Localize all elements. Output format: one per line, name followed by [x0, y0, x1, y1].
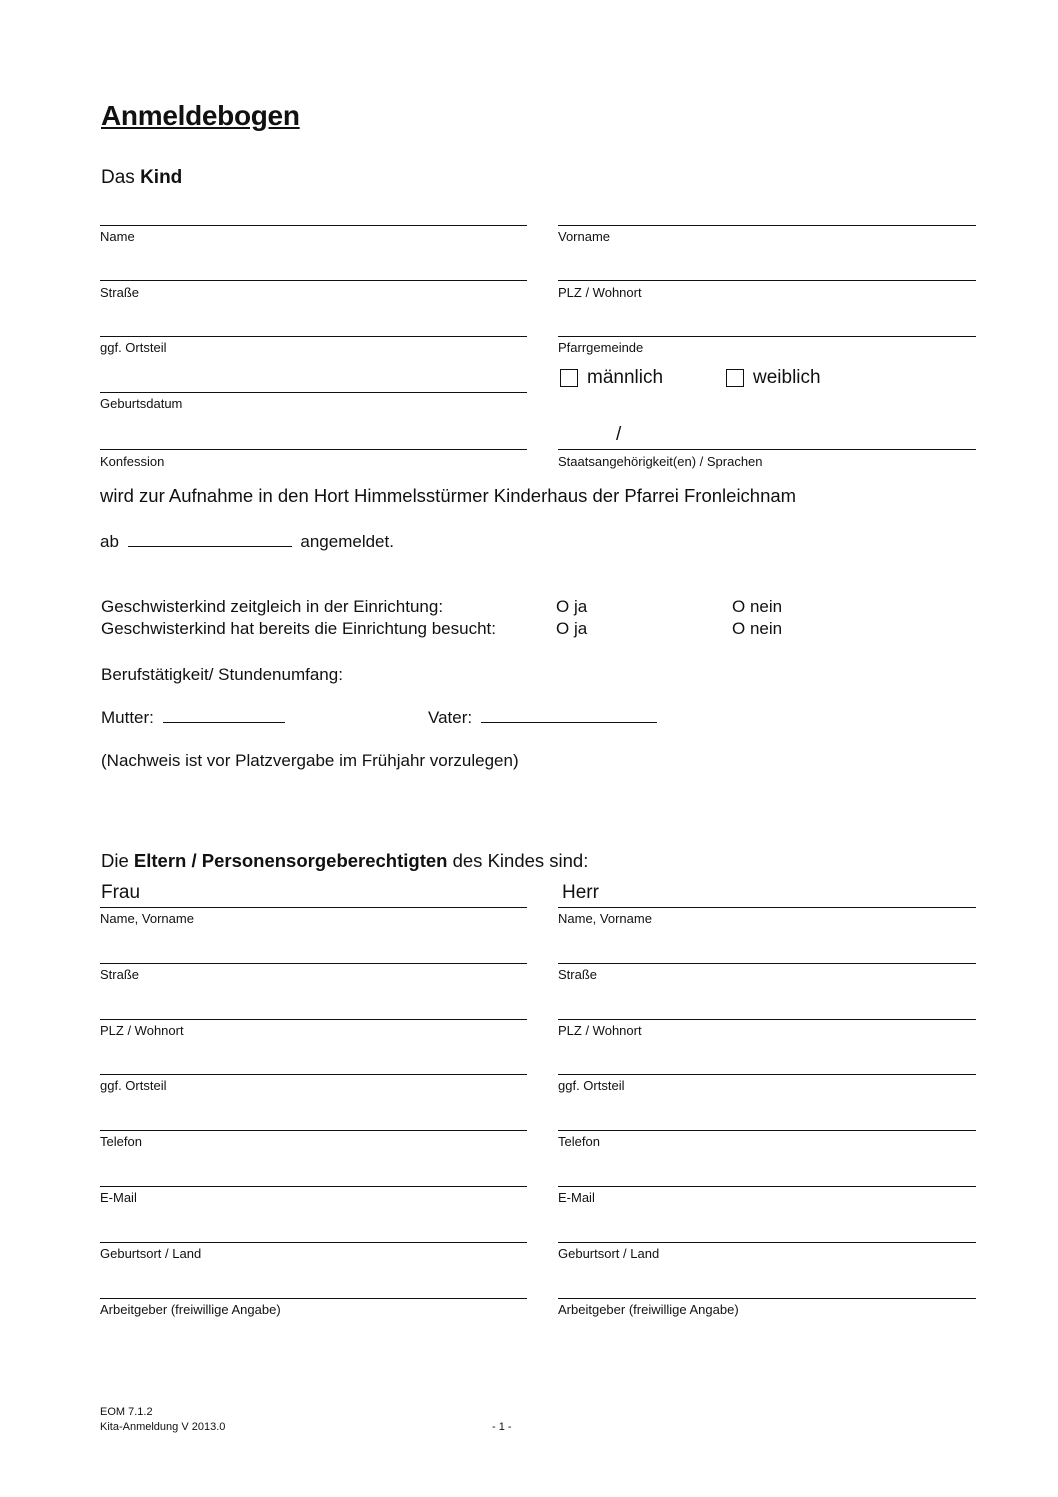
parent-right-field-5[interactable]: [558, 1186, 976, 1187]
admission-text: wird zur Aufnahme in den Hort Himmelsstürmer Kinderhaus der Pfarrei Fronleichnam: [100, 485, 797, 506]
parent-right-field-0[interactable]: [558, 907, 976, 908]
parent-right-label-6: Geburtsort / Land: [558, 1246, 660, 1261]
parent-right-field-1[interactable]: [558, 963, 976, 964]
mother-row: [101, 708, 289, 728]
parent-left-label-6: Geburtsort / Land: [100, 1246, 202, 1261]
employment-label: Berufstätigkeit/ Stundenumfang:: [101, 665, 343, 684]
staatsangehoerigkeit-label: Staatsangehörigkeit(en) / Sprachen: [558, 454, 763, 469]
pfarrgemeinde-label: Pfarrgemeinde: [558, 340, 644, 355]
geburtsdatum-label: Geburtsdatum: [100, 396, 183, 411]
nationality-separator: /: [616, 424, 622, 445]
parent-left-label-0: Name, Vorname: [100, 911, 194, 926]
parent-left-field-2[interactable]: [100, 1019, 527, 1020]
gender-male-option[interactable]: [560, 367, 663, 389]
strasse-label: Straße: [100, 285, 140, 300]
parent-right-label-1: Straße: [558, 967, 598, 982]
parent-left-field-1[interactable]: [100, 963, 527, 964]
parent-left-label-7: Arbeitgeber (freiwillige Angabe): [100, 1302, 281, 1317]
employment-note: (Nachweis ist vor Platzvergabe im Frühjahr vorzulegen): [101, 751, 519, 770]
father-row: [428, 708, 661, 728]
father-label: Vater:: [428, 708, 473, 727]
parents-section-prefix: Die: [101, 850, 134, 871]
sibling-1-no-option[interactable]: O nein: [732, 597, 783, 616]
parents-section-suffix: des Kindes sind:: [447, 850, 589, 871]
plz-wohnort-field[interactable]: [558, 280, 976, 281]
parent-right-field-6[interactable]: [558, 1242, 976, 1243]
gender-female-option[interactable]: [726, 367, 821, 389]
start-date-field[interactable]: [128, 532, 292, 547]
male-label: männlich: [587, 367, 664, 388]
parent-right-label-4: Telefon: [558, 1134, 600, 1149]
female-label: weiblich: [753, 367, 821, 388]
parent-right-label-0: Name, Vorname: [558, 911, 652, 926]
parent-left-label-1: Straße: [100, 967, 140, 982]
parents-section-heading: [101, 850, 588, 872]
parent-right-label-3: ggf. Ortsteil: [558, 1078, 625, 1093]
parent-left-label-3: ggf. Ortsteil: [100, 1078, 167, 1093]
konfession-field[interactable]: [100, 449, 527, 450]
vorname-label: Vorname: [558, 229, 611, 244]
staatsangehoerigkeit-field[interactable]: [558, 449, 976, 450]
parent-left-label-5: E-Mail: [100, 1190, 137, 1205]
konfession-label: Konfession: [100, 454, 165, 469]
parent-left-field-5[interactable]: [100, 1186, 527, 1187]
parent-right-label-5: E-Mail: [558, 1190, 595, 1205]
female-checkbox[interactable]: [726, 369, 744, 387]
sibling-question-2: Geschwisterkind hat bereits die Einrichtung besucht:: [101, 619, 496, 638]
start-date-row: [100, 532, 394, 552]
footer-form: Kita-Anmeldung V 2013.0: [100, 1421, 226, 1433]
name-label: Name: [100, 229, 135, 244]
name-field[interactable]: [100, 225, 527, 226]
sibling-1-yes-option[interactable]: O ja: [556, 597, 588, 616]
parent-right-label-2: PLZ / Wohnort: [558, 1023, 642, 1038]
plz-wohnort-label: PLZ / Wohnort: [558, 285, 642, 300]
parent-left-field-4[interactable]: [100, 1130, 527, 1131]
parent-left-label-4: Telefon: [100, 1134, 142, 1149]
father-heading: Herr: [562, 882, 599, 903]
parent-right-field-4[interactable]: [558, 1130, 976, 1131]
child-section-prefix: Das: [101, 167, 141, 188]
footer-code: EOM 7.1.2: [100, 1406, 153, 1418]
parent-left-label-2: PLZ / Wohnort: [100, 1023, 184, 1038]
parent-left-field-3[interactable]: [100, 1074, 527, 1075]
start-suffix: angemeldet.: [300, 532, 394, 551]
ortsteil-label: ggf. Ortsteil: [100, 340, 167, 355]
parent-left-field-0[interactable]: [100, 907, 527, 908]
page-title: Anmeldebogen: [101, 100, 300, 131]
ortsteil-field[interactable]: [100, 336, 527, 337]
parent-right-field-7[interactable]: [558, 1298, 976, 1299]
pfarrgemeinde-field[interactable]: [558, 336, 976, 337]
parent-right-label-7: Arbeitgeber (freiwillige Angabe): [558, 1302, 739, 1317]
sibling-2-no-option[interactable]: O nein: [732, 619, 783, 638]
mother-hours-field[interactable]: [163, 708, 285, 723]
geburtsdatum-field[interactable]: [100, 392, 527, 393]
vorname-field[interactable]: [558, 225, 976, 226]
parent-right-field-2[interactable]: [558, 1019, 976, 1020]
parent-left-field-7[interactable]: [100, 1298, 527, 1299]
male-checkbox[interactable]: [560, 369, 578, 387]
child-section-bold: Kind: [140, 167, 183, 188]
start-prefix: ab: [100, 532, 119, 551]
child-section-heading: [101, 167, 182, 189]
strasse-field[interactable]: [100, 280, 527, 281]
sibling-2-yes-option[interactable]: O ja: [556, 619, 588, 638]
mother-label: Mutter:: [101, 708, 154, 727]
father-hours-field[interactable]: [481, 708, 657, 723]
parent-right-field-3[interactable]: [558, 1074, 976, 1075]
mother-heading: Frau: [101, 882, 141, 903]
page-number: - 1 -: [492, 1421, 512, 1433]
parents-section-bold: Eltern / Personensorgeberechtigten: [133, 850, 448, 871]
parent-left-field-6[interactable]: [100, 1242, 527, 1243]
sibling-question-1: Geschwisterkind zeitgleich in der Einrichtung:: [101, 597, 444, 616]
